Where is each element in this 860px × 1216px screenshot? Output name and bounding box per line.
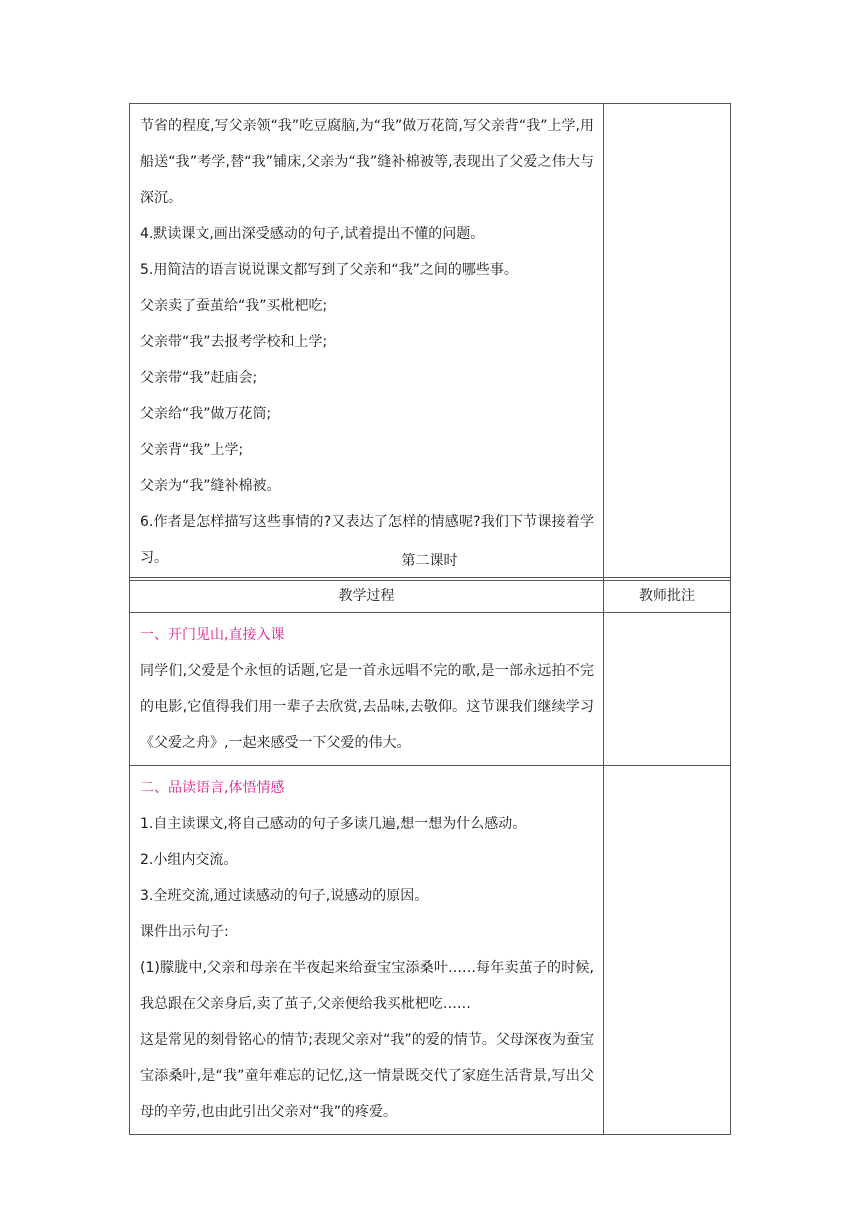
paragraph: (1)朦胧中,父亲和母亲在半夜起来给蚕宝宝添桑叶……每年卖茧子的时候,我总跟在父亲身后,卖了茧子,父亲便给我买枇杷吃……	[140, 960, 594, 1012]
paragraph: 5.用简洁的语言说说课文都写到了父亲和“我”之间的哪些事。	[140, 262, 518, 278]
teaching-process-cell	[130, 613, 604, 766]
teaching-process-cell	[130, 104, 604, 581]
teacher-notes-cell	[604, 104, 731, 581]
column-header-notes: 教师批注	[604, 578, 731, 613]
list-item: 父亲卖了蚕茧给“我”买枇杷吃;	[140, 298, 328, 314]
column-header-process: 教学过程	[130, 578, 604, 613]
list-item: 父亲带“我”赶庙会;	[140, 370, 258, 386]
session-title: 第二课时	[401, 553, 458, 569]
list-item: 父亲给“我”做万花筒;	[140, 406, 272, 422]
paragraph: 同学们,父爱是个永恒的话题,它是一首永远唱不完的歌,是一部永远拍不完的电影,它值得我们用一辈子去欣赏,去品味,去敬仰。这节课我们继续学习《父爱之舟》,一起来感受一下父爱的伟大。	[140, 663, 594, 751]
paragraph: 1.自主读课文,将自己感动的句子多读几遍,想一想为什么感动。	[140, 816, 527, 832]
paragraph: 节省的程度,写父亲领“我”吃豆腐脑,为“我”做万花筒,写父亲背“我”上学,用船送“我”考学,替“我”铺床,父亲为“我”缝补棉被等,表现出了父爱之伟大与深沉。	[140, 118, 594, 206]
section-title: 二、品读语言,体悟情感	[140, 780, 285, 796]
teacher-notes-cell	[604, 613, 731, 766]
paragraph: 课件出示句子:	[140, 924, 229, 940]
teacher-notes-cell	[604, 766, 731, 1135]
section-title: 一、开门见山,直接入课	[140, 627, 285, 643]
paragraph: 3.全班交流,通过读感动的句子,说感动的原因。	[140, 888, 429, 904]
lesson-table-continued	[129, 103, 731, 581]
list-item: 父亲背“我”上学;	[140, 442, 244, 458]
paragraph: 这是常见的刻骨铭心的情节;表现父亲对“我”的爱的情节。父母深夜为蚕宝宝添桑叶,是“我”童年难忘的记忆,这一情景既交代了家庭生活背景,写出父母的辛劳,也由此引出父亲对“我”的疼爱。	[140, 1032, 594, 1120]
teaching-process-cell	[130, 766, 604, 1135]
list-item: 父亲带“我”去报考学校和上学;	[140, 334, 328, 350]
paragraph: 4.默读课文,画出深受感动的句子,试着提出不懂的问题。	[140, 226, 485, 242]
paragraph: 2.小组内交流。	[140, 852, 238, 868]
lesson-table	[129, 577, 731, 1135]
list-item: 父亲为“我”缝补棉被。	[140, 478, 281, 494]
paragraph: 6.作者是怎样描写这些事情的?又表达了怎样的情感呢?我们下节课接着学习。	[140, 514, 594, 566]
